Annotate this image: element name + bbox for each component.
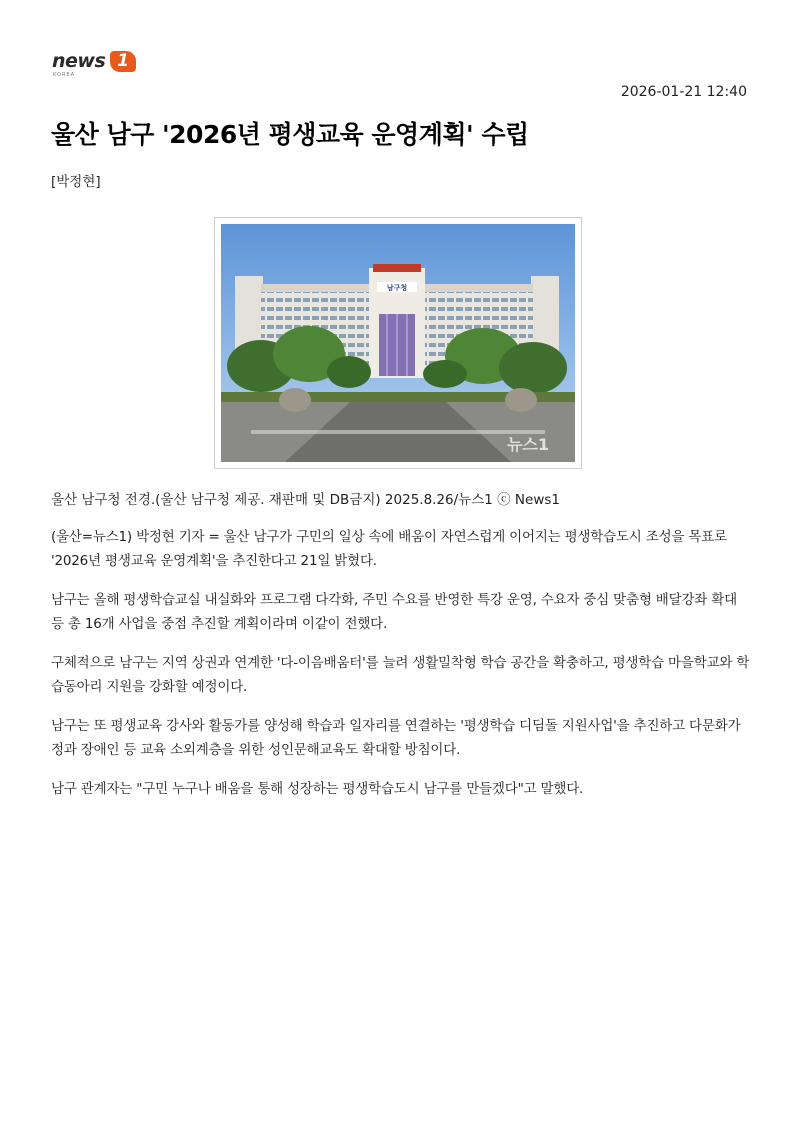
article-author: [박정현]	[51, 174, 101, 190]
logo-badge: 1	[110, 51, 136, 72]
logo-subtitle: KOREA	[53, 72, 75, 78]
namgu-office-building-photo	[221, 224, 575, 462]
article-title: 울산 남구 '2026년 평생교육 운영계획' 수립	[51, 120, 529, 149]
logo-wordmark: news	[52, 50, 106, 72]
photo-watermark: 뉴스1	[506, 435, 549, 454]
article-paragraph: (울산=뉴스1) 박정현 기자 = 울산 남구가 구민의 일상 속에 배움이 자연스럽게 이어지는 평생학습도시 조성을 목표로 '2026년 평생교육 운영계획'을 추진한다고 21일 밝혔다.	[51, 529, 727, 569]
article-paragraph: 남구는 또 평생교육 강사와 활동가를 양성해 학습과 일자리를 연결하는 '평생학습 디딤돌 지원사업'을 추진하고 다문화가정과 장애인 등 교육 소외계층을 위한 성인문해교육도 확대할 방침이다.	[51, 718, 741, 758]
news1-logo[interactable]	[52, 48, 142, 82]
article-paragraph: 남구는 올해 평생학습교실 내실화와 프로그램 다각화, 주민 수요를 반영한 특강 운영, 수요자 중심 맞춤형 배달강좌 확대 등 총 16개 사업을 중점 추진할 계획이라며 이같이 전했다.	[51, 592, 737, 632]
article-paragraph: 구체적으로 남구는 지역 상권과 연계한 '다-이음배움터'를 늘려 생활밀착형 학습 공간을 확충하고, 평생학습 마을학교와 학습동아리 지원을 강화할 예정이다.	[51, 655, 750, 695]
photo-caption: 울산 남구청 전경.(울산 남구청 제공. 재판매 및 DB금지) 2025.8.26/뉴스1 ⓒ News1	[51, 492, 560, 508]
article-paragraph: 남구 관계자는 "구민 누구나 배움을 통해 성장하는 평생학습도시 남구를 만들겠다"고 말했다.	[51, 781, 584, 797]
article-photo	[214, 217, 582, 469]
building-sign: 남구청	[386, 284, 408, 292]
article-date: 2026-01-21 12:40	[620, 84, 747, 100]
